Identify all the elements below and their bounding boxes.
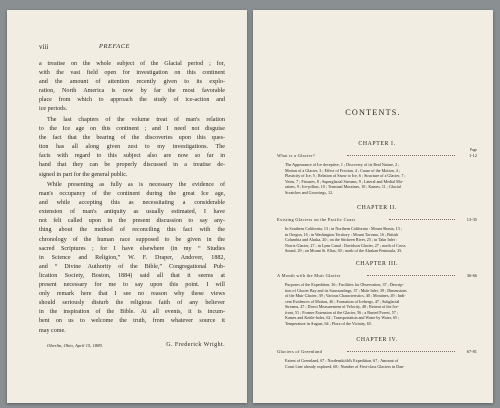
summary-line: Coast Line already explored, 68 ; Number of First-class Glaciers in Dan- — [285, 363, 405, 369]
chapter-title-line — [277, 273, 477, 279]
page-column-label: Page — [470, 148, 477, 152]
text-line: only remark here that I see no reason why these views — [39, 291, 225, 298]
text-line: The last chapters of the volume treat of man's relation — [47, 117, 225, 123]
leader-dots — [389, 219, 455, 220]
summary-line: cent Evidences of Motion, 46 ; Formation of Icebergs, 47 ; Subglacial — [285, 298, 400, 304]
text-line: sacred Scriptures ; for I have elsewhere (in my “ Studies — [39, 245, 225, 252]
chapter-heading: CHAPTER II. — [357, 205, 397, 211]
chapter-entry — [277, 205, 477, 254]
text-line: and while accepting this as necessitating a considerable — [39, 200, 225, 207]
summary-line: raines, 9 ; Ice-pillars, 10 ; Terminal Moraines, 10 ; Kames, 11 ; Glacial — [285, 184, 401, 189]
page-header — [39, 43, 225, 53]
text-line: a treatise on the whole subject of the Glacial period ; for, — [39, 61, 225, 67]
summary-line: Norris Glacier, 27 ; in Lynn Canal : Davidson Glacier, 27 ; north of Cross — [285, 242, 406, 248]
summary-line: Kames and Kettle-holes, 62 ; Transportation and Waste by Water, 65 ; — [285, 315, 400, 320]
text-line: extension of man's antiquity as usually estimated, I have — [39, 209, 225, 216]
right-page — [253, 10, 493, 403]
summary-line: Extent of Greenland, 67 ; Nordenskiöld's Expedition, 67 ; Amount of — [285, 358, 399, 363]
summary-line: Streams, 47 ; Direct Measurement of Velocity, 48 ; Retreat of the Ice- — [285, 304, 399, 309]
contents-title: CONTENTS. — [345, 108, 401, 117]
text-line: place from which to approach the study of ice-action and — [39, 97, 225, 104]
chapter-entry — [277, 261, 477, 326]
text-line: to the Ice age on this continent ; and I need not disguise — [39, 126, 225, 133]
running-head: PREFACE — [99, 43, 131, 50]
summary-line: In Southern California, 13 ; in Northern California : Mount Shasta, 13 ; — [285, 226, 402, 231]
text-line: may come. — [39, 327, 66, 334]
summary-line: The Appearance of Ice deceptive, 1 ; Discovery of its Real Nature, 2 ; — [285, 162, 400, 167]
paragraph — [39, 116, 225, 180]
summary-line: Purposes of the Expedition, 36 ; Facilities for Observation, 37 ; Descrip- — [285, 282, 404, 287]
chapter-summary — [277, 282, 477, 326]
summary-line: Columbia and Alaska, 20 ; on the Stickeen River, 25 ; in Takn Inlet : — [285, 237, 398, 242]
chapter-pages: 13-35 — [466, 217, 477, 222]
text-line: bent on us to welcome the truth, from whatever source it — [39, 318, 225, 325]
text-line: While presenting as fully as is necessary the evidence of — [47, 182, 225, 188]
page-number: viii — [39, 43, 49, 51]
text-line: chronology of the human race supposed to be given in the — [39, 236, 225, 243]
text-line: present necessary for me to say upon this point. I will — [39, 282, 225, 289]
chapter-title: Existing Glaciers on the Pacific Coast — [277, 217, 356, 222]
chapter-title-line — [277, 217, 477, 223]
summary-line: in Oregon, 16 ; in Washington Territory : Mount Tacoma, 16 ; British — [285, 231, 399, 237]
chapter-pages: 67-81 — [466, 349, 477, 354]
chapter-pages: 36-66 — [466, 273, 477, 278]
text-line: ice periods. — [39, 106, 68, 113]
text-line: with the vast field open for investigation on this continent — [39, 70, 225, 77]
chapter-entry — [277, 337, 477, 369]
text-line: the fact that the bearing of the discoveries upon this ques- — [39, 135, 225, 142]
text-line: signed in part for the general public. — [39, 171, 128, 178]
text-line: and the amount of attention recently given to its explo- — [39, 79, 225, 86]
leader-dots — [347, 155, 455, 156]
left-page — [7, 10, 247, 403]
text-line: thing about the method of reconciling this fact with the — [39, 227, 225, 234]
text-line: should seriously disturb the religious faith of any believer — [39, 300, 225, 307]
summary-line: Temperature in August, 64 ; Flora of the Vicinity, 65. — [285, 320, 372, 326]
summary-line: Plasticity of Ice, 5 ; Relation of Snow to Ice, 6 ; Structure of a Glacier, 7 ; — [285, 173, 406, 178]
chapter-title: A Month with the Muir Glacier — [277, 273, 341, 278]
text-line: facts with regard to this subject also are now so far in — [39, 153, 225, 160]
leader-dots — [347, 351, 455, 352]
summary-line: of the Muir Glacier, 39 ; Various Characteristics, 40 ; Moraines, 49 ; Indi- — [285, 293, 406, 298]
text-line: in Science and Religion,” W. F. Draper, Andover, 1882, — [39, 254, 225, 261]
chapter-heading: CHAPTER III. — [355, 261, 399, 267]
chapter-entry — [277, 141, 477, 195]
chapter-heading: CHAPTER IV. — [356, 337, 398, 343]
paragraph — [39, 60, 225, 115]
leader-dots — [367, 275, 455, 276]
text-line: and “ Divine Authority of the Bible,” Congregational Pub- — [39, 263, 225, 270]
chapter-pages: 1-12 — [468, 153, 477, 158]
chapter-summary — [277, 226, 477, 254]
paragraph — [39, 181, 225, 336]
text-line: man's occupancy of the continent during the great Ice age, — [39, 191, 225, 198]
text-line: lication Society, Boston, 1884) said all that it seems at — [39, 272, 225, 279]
summary-line: Veins, 7 ; Fissures, 8 ; Superglacial Streams, 9 ; Lateral and Medial Mo- — [285, 178, 404, 184]
text-line: hand that they can be properly discussed in a treatise de- — [39, 162, 225, 169]
chapter-title: What is a Glacier? — [277, 153, 315, 158]
chapter-summary — [277, 162, 477, 195]
summary-line: front, 51 ; Former Extension of the Glacier, 56 ; a Buried Forest, 57 ; — [285, 309, 398, 315]
summary-line: Scratches and Groovings, 12. — [285, 189, 334, 195]
text-line: ration, North America is now by far the most favorable — [39, 88, 225, 95]
chapter-heading: CHAPTER I. — [358, 141, 396, 147]
summary-line: tion of Glacier Bay and its Surroundings, 37 ; Mule Inlet, 39 ; Dimensions — [285, 287, 407, 293]
text-line: not felt called upon in the present discussion to say any- — [39, 218, 225, 225]
text-line: tion has all along given zest to my investigations. The — [39, 144, 225, 151]
text-line: in the inspiration of the Bible. At all events, it is incum- — [39, 309, 225, 316]
signature-author: G. Frederick Wright. — [166, 342, 225, 348]
signature-place: Oberlin, Ohio, April 15, 1889. — [47, 343, 103, 348]
chapter-title-line — [277, 349, 477, 355]
chapter-title: Glaciers of Greenland — [277, 349, 323, 354]
chapter-title-line — [277, 148, 477, 159]
summary-line: Sound, 29 ; on Mount St. Elias, 30 ; north of the Alaskan Peninsula, 35. — [285, 248, 403, 253]
summary-line: Motion of a Glacier, 3 ; Effect of Friction, 4 ; Cause of the Motion, 4 ; — [285, 167, 400, 173]
chapter-summary — [277, 358, 477, 369]
